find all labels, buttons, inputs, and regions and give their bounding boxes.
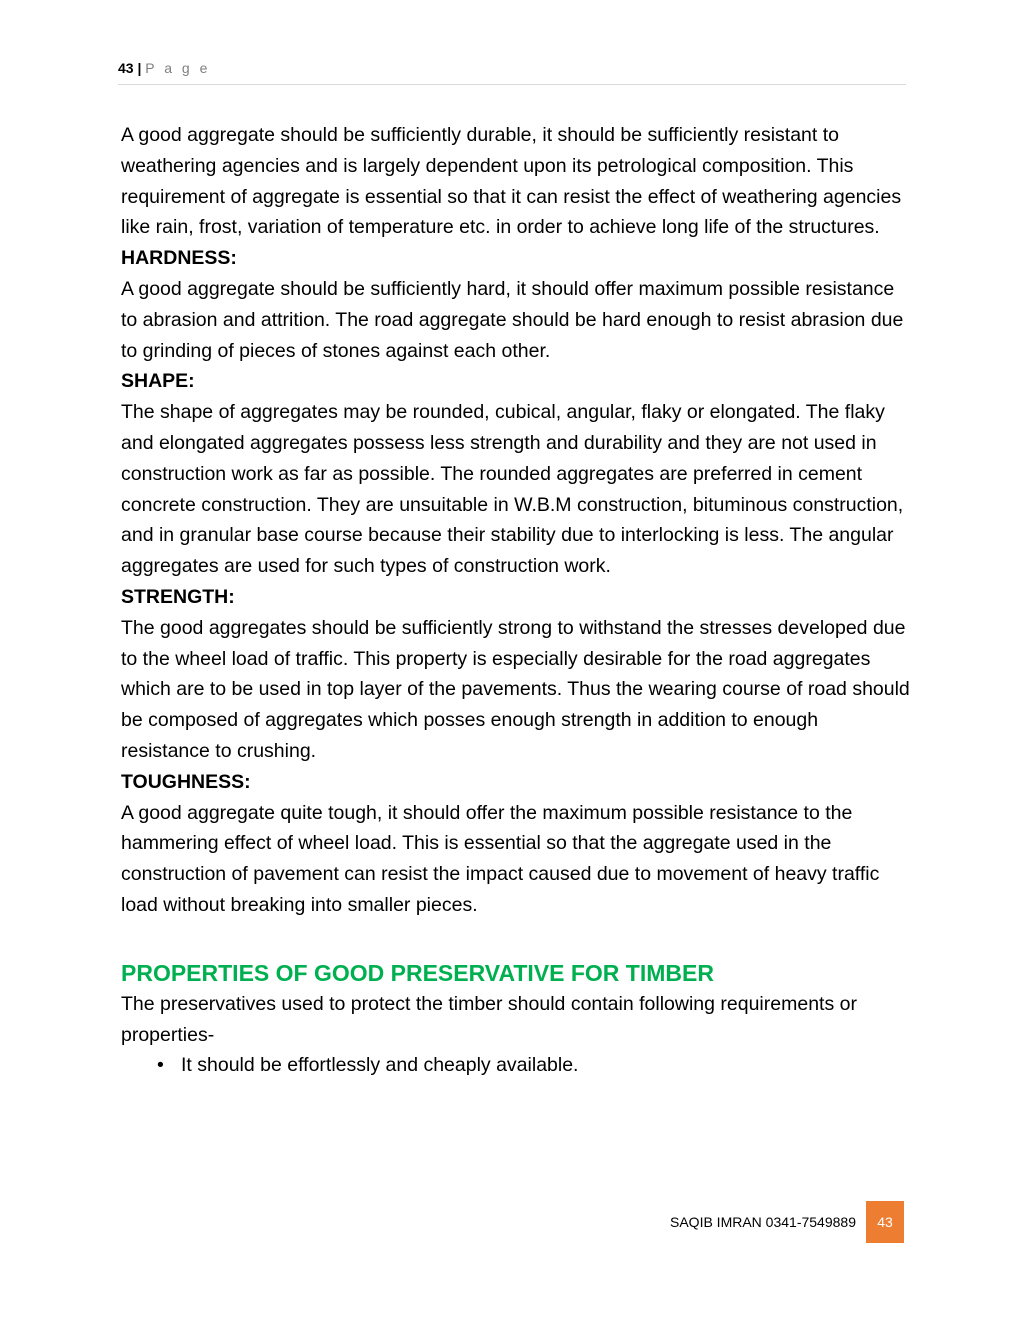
footer-author: SAQIB IMRAN 0341-7549889	[670, 1214, 856, 1230]
strength-heading: STRENGTH:	[121, 585, 235, 608]
shape-paragraph: The shape of aggregates may be rounded, cubical, angular, flaky or elongated. The flaky and elongated aggregates possess less strength and durability and they are not used in construction work as far as possible. The rounded aggregates are preferred in cement concrete construction. They are unsuitable in W.B.M construction, bituminous construction, and in granular base course because their stability due to interlocking is less. The angular aggregates are used for such types of construction work.	[121, 401, 904, 578]
footer-page-number-box	[866, 1201, 904, 1243]
page-footer	[670, 1201, 904, 1243]
toughness-heading: TOUGHNESS:	[121, 770, 251, 793]
hardness-heading: HARDNESS:	[121, 247, 237, 270]
toughness-paragraph: A good aggregate quite tough, it should offer the maximum possible resistance to the hammering effect of wheel load. This is essential so that the aggregate used in the construction of pavement can resist the impact caused due to movement of heavy traffic load without breaking into smaller pieces.	[121, 801, 880, 916]
list-item	[157, 1050, 911, 1081]
header-separator: |	[137, 60, 142, 76]
footer-page-number: 43	[877, 1214, 893, 1230]
durability-paragraph: A good aggregate should be sufficiently durable, it should be sufficiently resistant to weathering agencies and is largely dependent upon its petrological composition. This requirement of aggregate is essential so that it can resist the effect of weathering agencies like rain, frost, variation of temperature etc. in order to achieve long life of the structures.	[121, 124, 902, 239]
shape-heading: SHAPE:	[121, 370, 195, 393]
page-content	[121, 120, 911, 1081]
header-page-word: P a g e	[145, 60, 211, 76]
timber-intro-paragraph: The preservatives used to protect the timber should contain following requirements or properties-	[121, 992, 857, 1046]
hardness-paragraph: A good aggregate should be sufficiently hard, it should offer maximum possible resistance to abrasion and attrition. The road aggregate should be hard enough to resist abrasion due to grinding of pieces of stones against each other.	[121, 277, 904, 362]
strength-paragraph: The good aggregates should be sufficiently strong to withstand the stresses developed due to the wheel load of traffic. This property is especially desirable for the road aggregates which are to be used in top layer of the pavements. Thus the wearing course of road should be composed of aggregates which posses enough strength in addition to enough resistance to crushing.	[121, 616, 910, 762]
timber-properties-list	[121, 1050, 911, 1081]
bullet-icon: •	[157, 1054, 164, 1077]
page-header	[118, 60, 906, 85]
timber-section-heading: PROPERTIES OF GOOD PRESERVATIVE FOR TIMBER	[121, 959, 714, 986]
header-page-number: 43	[118, 60, 134, 76]
list-item-text: It should be effortlessly and cheaply available.	[181, 1054, 579, 1077]
